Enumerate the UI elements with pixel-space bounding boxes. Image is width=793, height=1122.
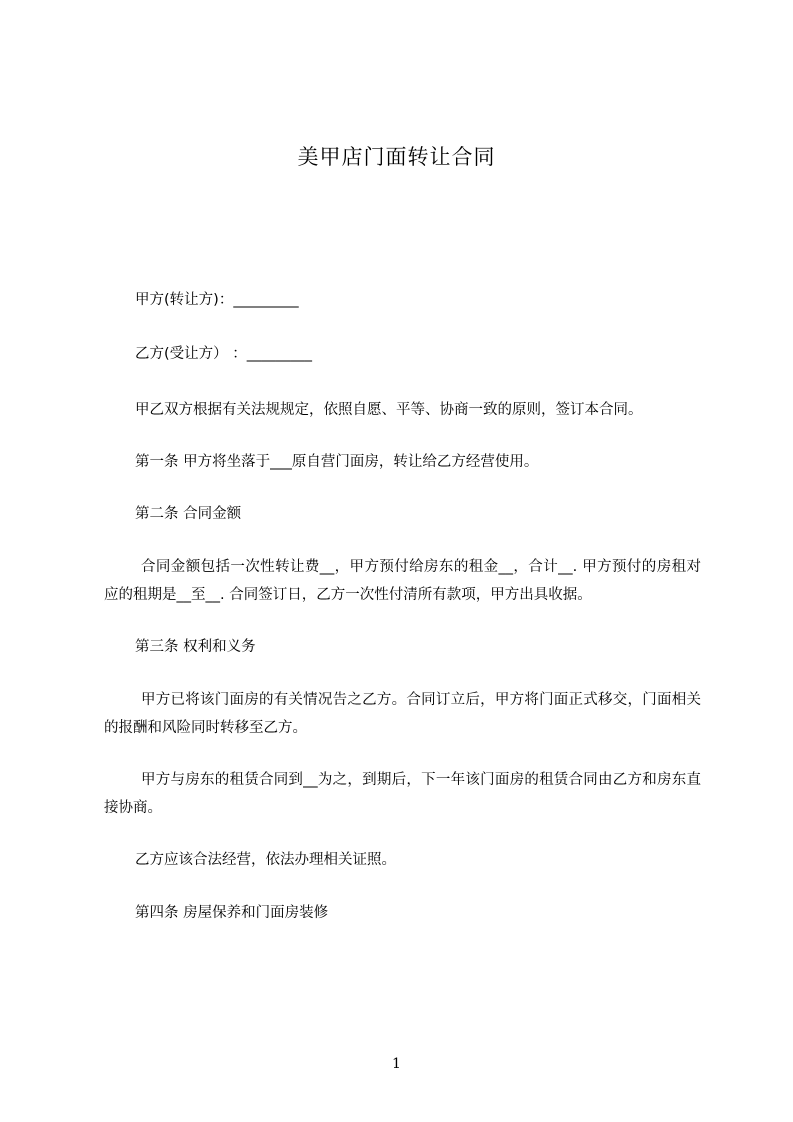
article-2-body: 合同金额包括一次性转让费__，甲方预付给房东的租金__，合计__. 甲方预付的房租对应的租期是__至__. 合同签订日，乙方一次性付清所有款项，甲方出具收据。 bbox=[104, 559, 701, 603]
article-3-paragraph-3: 乙方应该合法经营，依法办理相关证照。 bbox=[135, 852, 396, 868]
party-a-line: 甲方(转让方)：_________ bbox=[135, 292, 299, 308]
page-number: 1 bbox=[392, 1056, 401, 1072]
article-4-heading: 第四条 房屋保养和门面房装修 bbox=[135, 905, 329, 921]
article-3-heading: 第三条 权利和义务 bbox=[135, 639, 256, 655]
article-3-paragraph-1: 甲方已将该门面房的有关情况告之乙方。合同订立后，甲方将门面正式移交，门面相关的报酬和风险同时转移至乙方。 bbox=[104, 692, 701, 736]
article-2-heading: 第二条 合同金额 bbox=[135, 506, 242, 522]
party-b-line: 乙方(受让方） ：_________ bbox=[135, 346, 313, 362]
article-1-paragraph: 第一条 甲方将坐落于___原自营门面房，转让给乙方经营使用。 bbox=[135, 454, 539, 470]
contract-title: 美甲店门面转让合同 bbox=[297, 145, 496, 169]
preamble-paragraph: 甲乙双方根据有关法规规定，依照自愿、平等、协商一致的原则，签订本合同。 bbox=[135, 402, 643, 418]
article-3-paragraph-2: 甲方与房东的租赁合同到__为之，到期后，下一年该门面房的租赁合同由乙方和房东直接协商。 bbox=[104, 772, 701, 816]
